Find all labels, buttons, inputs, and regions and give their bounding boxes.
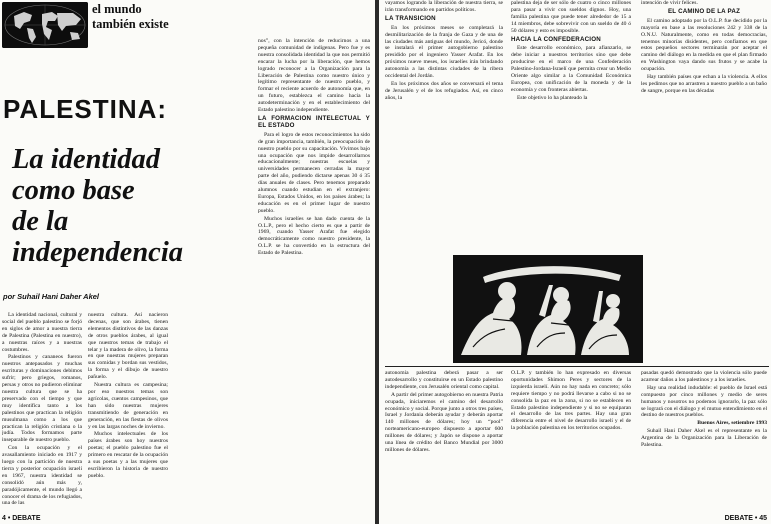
right-bottom-col2 [511,370,631,516]
author-note: Suhail Hani Daher Akel es el representante en la Argentina de la Organización para la Liberación de Palestina. [641,428,767,449]
dateline: Buenos Aires, setiembre 1993 [697,420,767,427]
paragraph: palestina deja de ser sólo de cuatro o cinco millones para pasar a vivir con sueldos dignos. Hoy, una familia palestina que puede tener alrededor de 15 a 14 miembros, debe sobrevivir con un sueldo de 40 ó 50 dólares y esto es imposible. [511,0,631,34]
world-map-logo-icon [2,2,88,48]
right-col1 [385,0,503,248]
paragraph: nuestra cultura. Así nacieron decenas, que son árabes, tienen elementos distintivos de las danzas de otros pueblos árabes, al igual que nuestros temas de trabajo el telar y la madera de olivo, la forma en que nuestras mujeres preparan sus comidas y bordan sus vestidos, la forma y el dibujo de nuestro pañuelo. [88,312,168,381]
left-col3 [258,38,370,518]
paragraph: autonomía palestina deberá pasar a ser autodesarrollo y constituirse en un Estado palestino independiente, con Jerusalén oriental como capital. [385,370,503,390]
page-folio: DEBATE • 45 [724,515,767,522]
paragraph: intención de vivir felices. [641,0,698,6]
left-col2 [88,312,168,512]
subheading: HACIA LA CONFEDERACION [511,35,601,43]
paragraph: pasadas quedó demostrado que la violencia sólo puede acarrear daños a los palestinos y a los israelíes. [641,370,767,383]
paragraph: Para el logro de estos reconocimientos ha sido de gran importancia, también, la preocupación de nuestro pueblo por su capacitación. Vivimos bajo una ocupación que nos impide desarrollarnos educacionalmente; nuestras escuelas y universidades permanecen cerradas la mayor parte del año, pudiendo dictarse apenas 30 ó 35 días anuales de clases. Pero tenemos preparado alumnos cuando estudian en el extranjero: Europa, Estados Unidos, en los países árabes; la educación es en el primer lugar de nuestro pueblo. [258,131,370,214]
left-page [0,0,375,524]
paragraph: La identidad nacional, cultural y social del pueblo palestino se forjó en siglos de amor a nuestra tierra de Palestina (Palestina en nuestro), a nuestras raíces y a nuestras costumbres. [2,312,82,353]
paragraph: O.L.P. y también lo han expresado en diversas oportunidades Shimon Peres y sectores de la izquierda israelí. Aún no hay nada en concreto; sólo requiere tiempo y no podrá llevarse a cabo si no se consolida la paz en la zona, si no se establecen en Estado palestino independiente y si no se equiparan el desarrollo de las tres partes. Hay una gran diferencia entre el nivel de desarrollo israelí y el de la población palestina en los territorios ocupados. [511,370,631,432]
page-folio: 4 • DEBATE [2,515,41,522]
paragraph: A partir del primer autogobierno en nuestra Patria ocupada, iniciaremos el camino del desarrollo económico y social. Porque junto a otros tres países, Israel y Jordania deberán ayudar y deberán aportar 140 millones de dólares; hoy un “pool” norteamericano-europeo dispuesto a aportar 600 millones de dólares; y Japón se dispone a aportar una línea de crédito del Banco Mundial por 3000 millones de dólares. [385,391,503,453]
right-col2 [511,0,631,248]
paragraph: Muchos intelectuales de los países árabes son hoy nuestros poetas; el pueblo palestino fue el primero en rescatar de la ocupación a sus poetas y a las mujeres que escribieron la historia de nuestro pueblo. [88,431,168,479]
paragraph: Hay una realidad indudable: el pueblo de Israel está compuesto por cinco millones y medio de seres humanos y nosotros no podemos ignorarlo, la paz sólo se logrará con el diálogo y el mutuo entendimiento en el destino de nuestros pueblos. [641,384,767,419]
subheading: LA TRANSICION [385,14,436,22]
left-col1 [2,312,82,512]
paragraph: Con la ocupación y el avasallamiento iniciado en 1917 y luego con la partición de nuestra tierra y posterior ocupación israelí en 1967, nuestra identidad se consolidó aún más y, paradójicamente, el mundo llegó a conocer el drama de los refugiados, una de las [2,445,82,507]
section-label: el mundo también existe [92,2,169,31]
right-bottom-col3 [641,370,767,508]
paragraph: Este objetivo lo ha planteado la [517,94,588,101]
paragraph: vayamos logrando la liberación de nuestra tierra, se irán transformando en partidos políticos. [385,0,503,13]
article-title: PALESTINA: [3,94,168,124]
right-bottom-col1 [385,370,503,516]
paragraph: El camino adoptado por la O.L.P. fue decidido por la mayoría en base a las resoluciones 242 y 338 de la O.N.U. Naturalmente, como en todas democracias, tenemos minorías disidentes, pero confiamos en que estos pequeños sectores terminarán por aceptar el camino del diálogo en la medida en que el plan firmado en Washington vaya dando sus frutos y se acabe la ocupación. [641,17,767,73]
byline: por Suhail Hani Daher Akel [3,292,99,301]
paragraph: Este desarrollo económico, para afianzarlo, se debe iniciar a nuestros territorios sino que debe producirse en el marco de una Confederación Palestino-Jordana-Israelí que permita crear un Medio Oriente algo similar a la Comunidad Económica Europea, con unificación de la moneda y de la economía y con fronteras abiertas. [511,45,631,93]
paragraph: En los próximos dos años se conversará el tema de Jerusalén y el de los refugiados. Así, en cinco años, la [385,80,503,101]
paragraph: Nuestra cultura es campesina; por eso nuestros temas son agrícolas, cuentos campesinos, que han sido nuestras mujeres transmitiendo de generación en generación, en las fiestas de olivos y en las largas noches de invierno. [88,382,168,430]
illustration [453,255,643,363]
subheading: LA FORMACION INTELECTUAL Y EL ESTADO [258,114,370,129]
paragraph: Muchos israelíes se han dado cuenta de la O.L.P., pero el hecho cierto es que a partir de 1969, cuando Yasser Arafat fue elegido democráticamente como nuestro presidente, la O.L.P. se ha convertido en la estructura del Estado de Palestina. [258,215,370,257]
right-col3 [641,0,767,248]
paragraph: Hay también países que echan a la violencia. A ellos les pedimos que no arrastren a nuestro pueblo a un baño de sangre, porque en las décadas [641,74,767,94]
divider [385,366,769,367]
paragraph: Palestinos y cananeos fueron nuestros antepasados y muchas escrituras y dominaciones debimos sufrir; pero griegos, romanos, persas y otros no pudieron eliminar nuestra cultura que se ha preservado con el tiempo y que muy identifica tanto a los palestinos que practican la religión musulmana como a los que practican la religión cristiana o la judía. Todos formamos parte inseparable de nuestro pueblo. [2,354,82,444]
paragraph: En los próximos meses se completará la desmilitarización de la franja de Gaza y de una de las ciudades más antiguas del mundo, Jericó, donde se instalará el primer autogobierno palestino presidido por el ingeniero Yasser Arafat. En los próximos nueve meses, los israelíes irán brindando autonomía a las distintas ciudades de la ribera occidental del Jordán. [385,24,503,80]
right-page [379,0,771,524]
subheading: EL CAMINO DE LA PAZ [667,7,741,15]
paragraph: nos”, con la intención de reducirnos a una pequeña comunidad de indígenas. Pero fue y es nuestra consolidada identidad la que nos permitió encarar la lucha por la liberación, que hemos logrado reconocer a la Organización para la Liberación de Palestina como nuestro único y legítimo representante de nuestro pueblo, y formar el reciente acuerdo de autonomía que, en un futuro, establezca el camino hacia la autodeterminación y en el establecimiento del Estado palestino independiente. [258,38,370,114]
article-subtitle: La identidad como base de la independencia [12,144,183,268]
